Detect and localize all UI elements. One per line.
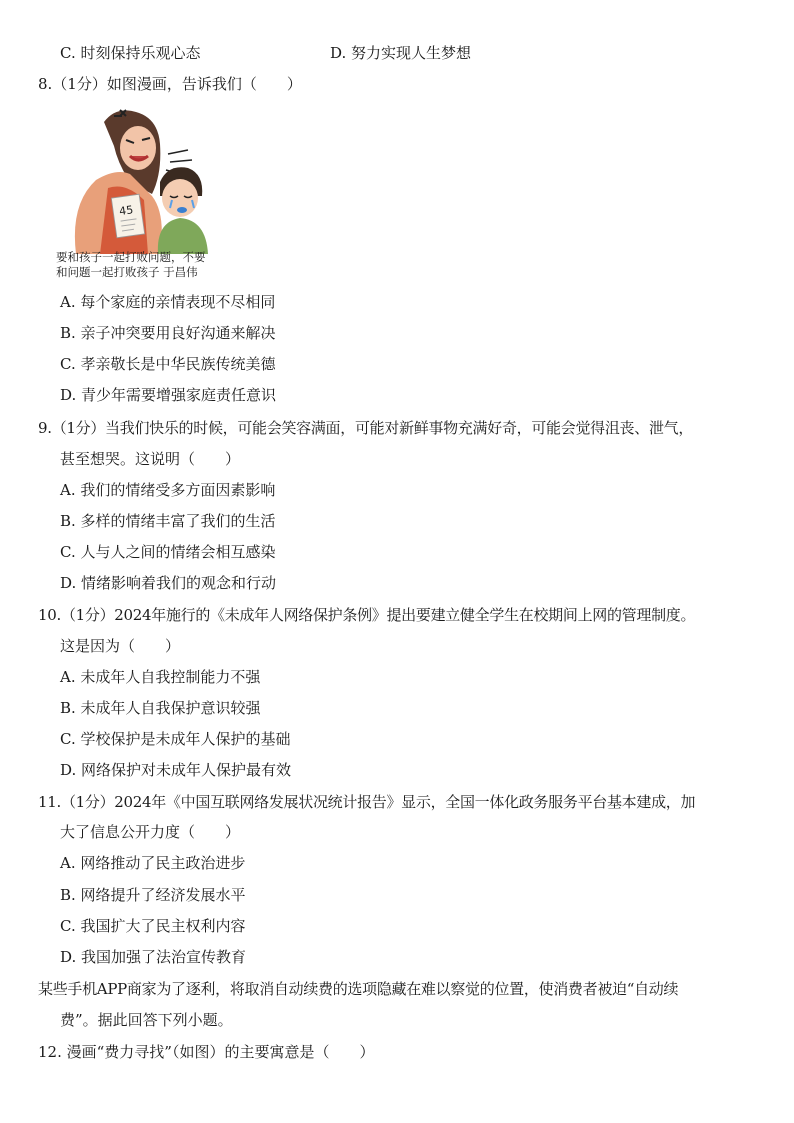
q8-stem: 8.（1分）如图漫画，告诉我们（ ） xyxy=(38,75,302,93)
q8-caption-line1: 要和孩子一起打败问题，不要 xyxy=(56,250,206,264)
q11-option-c: C. 我国扩大了民主权利内容 xyxy=(60,917,246,935)
q8-caption-line2: 和问题一起打败孩子 于昌伟 xyxy=(56,265,198,279)
q10-stem-line1: 10.（1分）2024年施行的《未成年人网络保护条例》提出要建立健全学生在校期间上网的管理制度。 xyxy=(38,606,696,624)
q10-stem-line2: 这是因为（ ） xyxy=(60,637,181,655)
q10-option-b: B. 未成年人自我保护意识较强 xyxy=(60,699,261,717)
q8-option-a: A. 每个家庭的亲情表现不尽相同 xyxy=(60,293,276,311)
q12-stem: 12. 漫画“费力寻找”（如图）的主要寓意是（ ） xyxy=(38,1043,375,1061)
q8-cartoon-illustration xyxy=(56,104,216,254)
q9-option-c: C. 人与人之间的情绪会相互感染 xyxy=(60,543,276,561)
q10-option-a: A. 未成年人自我控制能力不强 xyxy=(60,668,261,686)
score-paper-label: 45 xyxy=(118,203,135,219)
q11-option-a: A. 网络推动了民主政治进步 xyxy=(60,854,246,872)
q9-stem-line1: 9.（1分）当我们快乐的时候，可能会笑容满面，可能对新鲜事物充满好奇，可能会觉得沮丧、泄气， xyxy=(38,419,694,437)
q11-stem-line2: 大了信息公开力度（ ） xyxy=(60,823,241,841)
q7-option-c: C. 时刻保持乐观心态 xyxy=(60,44,201,62)
q8-option-c: C. 孝亲敬长是中华民族传统美德 xyxy=(60,355,276,373)
q7-option-d: D. 努力实现人生梦想 xyxy=(330,44,472,62)
q10-option-c: C. 学校保护是未成年人保护的基础 xyxy=(60,730,291,748)
mother-child-cartoon-icon xyxy=(56,104,216,254)
q11-option-d: D. 我国加强了法治宣传教育 xyxy=(60,948,247,966)
q11-stem-line1: 11.（1分）2024年《中国互联网络发展状况统计报告》显示，全国一体化政务服务平台基本建成，加 xyxy=(38,793,696,811)
q10-option-d: D. 网络保护对未成年人保护最有效 xyxy=(60,761,292,779)
q8-option-d: D. 青少年需要增强家庭责任意识 xyxy=(60,386,277,404)
q9-option-b: B. 多样的情绪丰富了我们的生活 xyxy=(60,512,276,530)
q8-option-b: B. 亲子冲突要用良好沟通来解决 xyxy=(60,324,276,342)
q9-stem-line2: 甚至想哭。这说明（ ） xyxy=(60,450,241,468)
context-line2: 费”。据此回答下列小题。 xyxy=(60,1011,233,1029)
q11-option-b: B. 网络提升了经济发展水平 xyxy=(60,886,246,904)
context-line1: 某些手机APP商家为了逐利，将取消自动续费的选项隐藏在难以察觉的位置，使消费者被迫“自动续 xyxy=(38,980,679,998)
q9-option-d: D. 情绪影响着我们的观念和行动 xyxy=(60,574,277,592)
q9-option-a: A. 我们的情绪受多方面因素影响 xyxy=(60,481,276,499)
